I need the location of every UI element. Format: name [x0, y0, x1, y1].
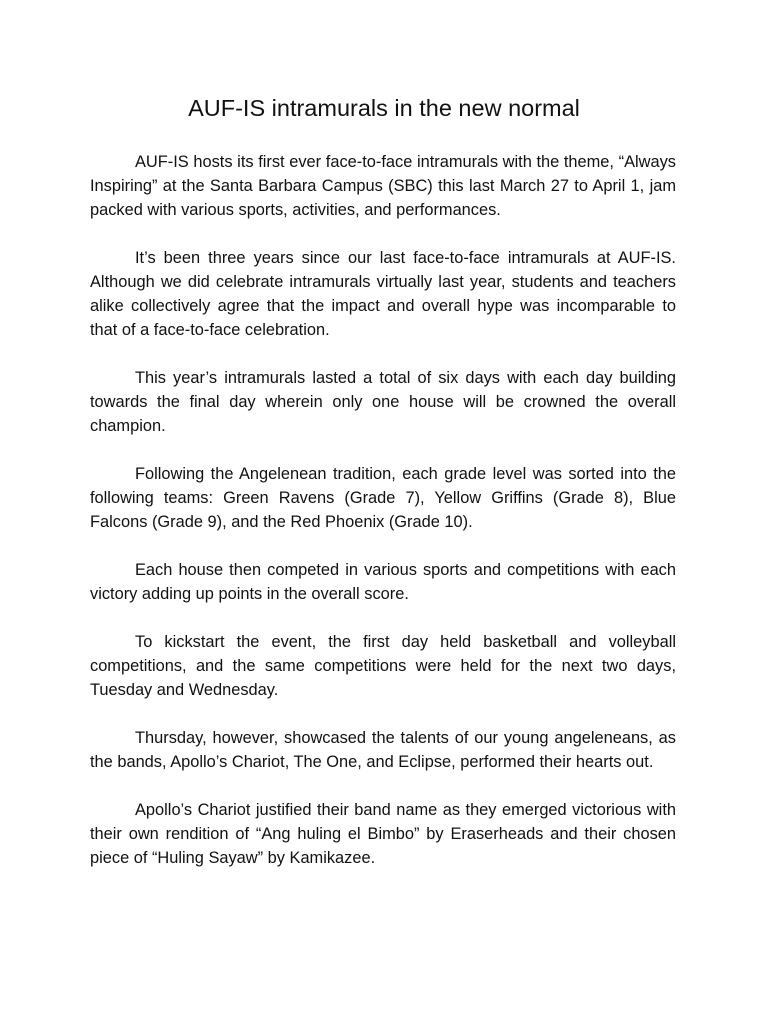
paragraph-4: Following the Angelenean tradition, each grade level was sorted into the following teams: Green Ravens (Grade 7), Yellow Griffins (Grade 8), Blue Falcons (Grade 9), and the Red Phoenix (Grade 10). [90, 465, 676, 531]
paragraph-1: AUF-IS hosts its first ever face-to-face intramurals with the theme, “Always Inspiring” at the Santa Barbara Campus (SBC) this last March 27 to April 1, jam packed with various sports, activities, and performances. [90, 153, 676, 219]
article-body [90, 150, 676, 894]
page-title: AUF-IS intramurals in the new normal [188, 95, 580, 121]
paragraph-8: Apollo’s Chariot justified their band name as they emerged victorious with their own rendition of “Ang huling el Bimbo” by Eraserheads and their chosen piece of “Huling Sayaw” by Kamikazee. [90, 801, 676, 867]
paragraph-6: To kickstart the event, the first day held basketball and volleyball competitions, and the same competitions were held for the next two days, Tuesday and Wednesday. [90, 633, 676, 699]
paragraph-2: It’s been three years since our last face-to-face intramurals at AUF-IS. Although we did celebrate intramurals virtually last year, students and teachers alike collectively agree that the impact and overall hype was incomparable to that of a face-to-face celebration. [90, 249, 676, 339]
paragraph-7: Thursday, however, showcased the talents of our young angeleneans, as the bands, Apollo’s Chariot, The One, and Eclipse, performed their hearts out. [90, 729, 676, 771]
paragraph-3: This year’s intramurals lasted a total of six days with each day building towards the final day wherein only one house will be crowned the overall champion. [90, 369, 676, 435]
paragraph-5: Each house then competed in various sports and competitions with each victory adding up points in the overall score. [90, 561, 676, 603]
